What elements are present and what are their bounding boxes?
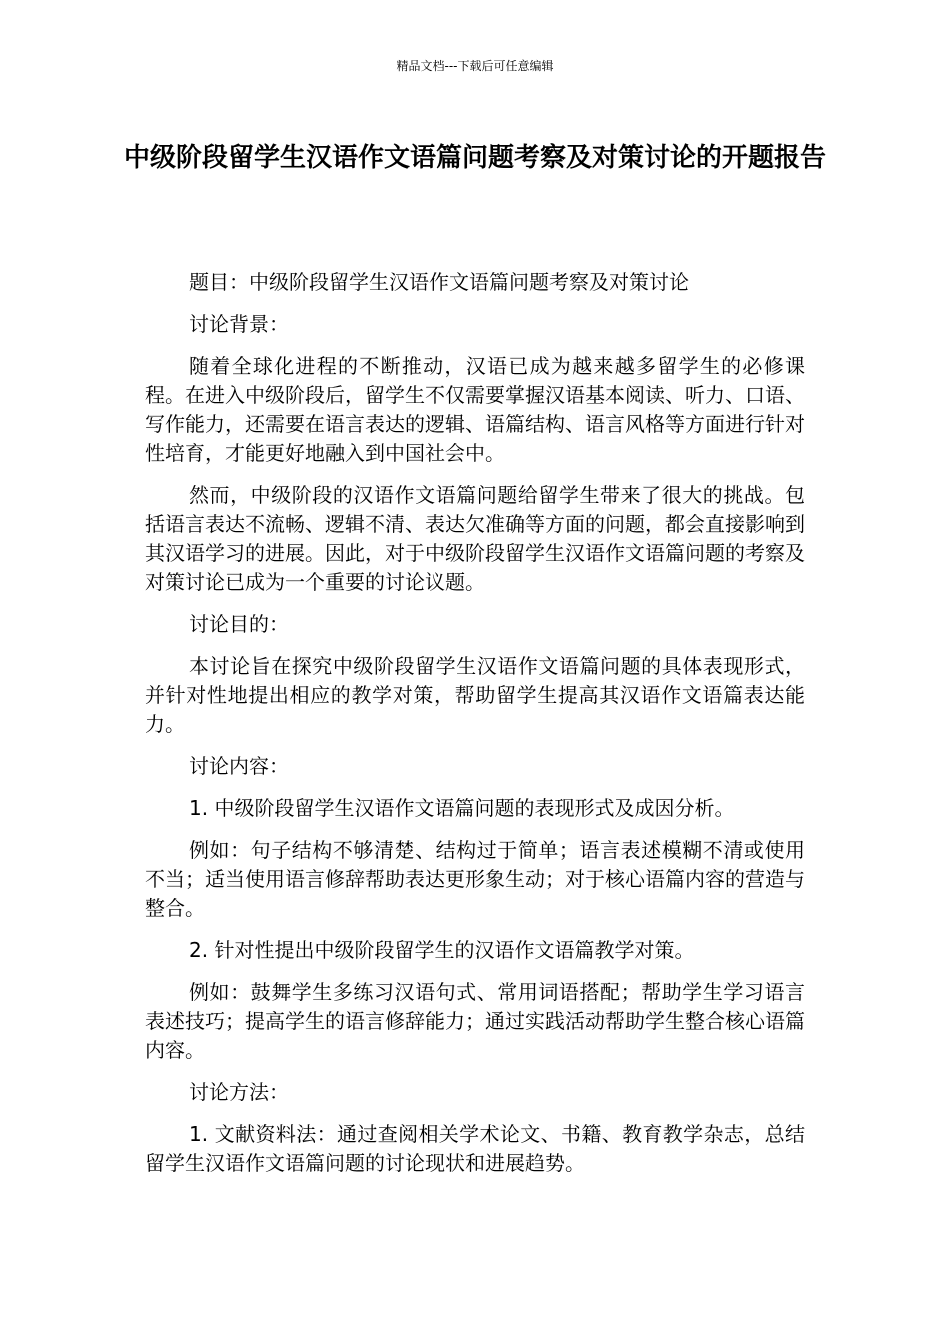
section-heading-purpose: 讨论目的： xyxy=(189,612,289,636)
background-paragraph-2: 然而，中级阶段的汉语作文语篇问题给留学生带来了很大的挑战。包括语言表达不流畅、逻辑不清、表达欠准确等方面的问题，都会直接影响到其汉语学习的进展。因此，对于中级阶段留学生汉语作文语篇问题的考察及对策讨论已成为一个重要的讨论议题。 xyxy=(145,483,805,594)
section-heading-content: 讨论内容： xyxy=(189,754,289,778)
topic-line: 题目：中级阶段留学生汉语作文语篇问题考察及对策讨论 xyxy=(189,270,689,294)
section-heading-background: 讨论背景： xyxy=(189,312,289,336)
background-paragraph-1: 随着全球化进程的不断推动，汉语已成为越来越多留学生的必修课程。在进入中级阶段后，留学生不仅需要掌握汉语基本阅读、听力、口语、写作能力，还需要在语言表达的逻辑、语篇结构、语言风格等方面进行针对性培育，才能更好地融入到中国社会中。 xyxy=(145,354,805,465)
purpose-paragraph: 本讨论旨在探究中级阶段留学生汉语作文语篇问题的具体表现形式，并针对性地提出相应的教学对策，帮助留学生提高其汉语作文语篇表达能力。 xyxy=(145,654,805,736)
method-item-1: 1. 文献资料法：通过查阅相关学术论文、书籍、教育教学杂志，总结留学生汉语作文语篇问题的讨论现状和进展趋势。 xyxy=(145,1122,805,1175)
content-item-1: 1. 中级阶段留学生汉语作文语篇问题的表现形式及成因分析。 xyxy=(189,796,735,820)
document-title: 中级阶段留学生汉语作文语篇问题考察及对策讨论的开题报告 xyxy=(123,143,826,173)
section-heading-method: 讨论方法： xyxy=(189,1080,289,1104)
content-item-1-example: 例如：句子结构不够清楚、结构过于简单；语言表述模糊不清或使用不当；适当使用语言修辞帮助表达更形象生动；对于核心语篇内容的营造与整合。 xyxy=(145,838,805,920)
content-item-2: 2. 针对性提出中级阶段留学生的汉语作文语篇教学对策。 xyxy=(189,938,695,962)
document-body xyxy=(145,268,805,1191)
page-header-note: 精品文档---下载后可任意编辑 xyxy=(396,59,554,73)
content-item-2-example: 例如：鼓舞学生多练习汉语句式、常用词语搭配；帮助学生学习语言表述技巧；提高学生的语言修辞能力；通过实践活动帮助学生整合核心语篇内容。 xyxy=(145,980,805,1062)
